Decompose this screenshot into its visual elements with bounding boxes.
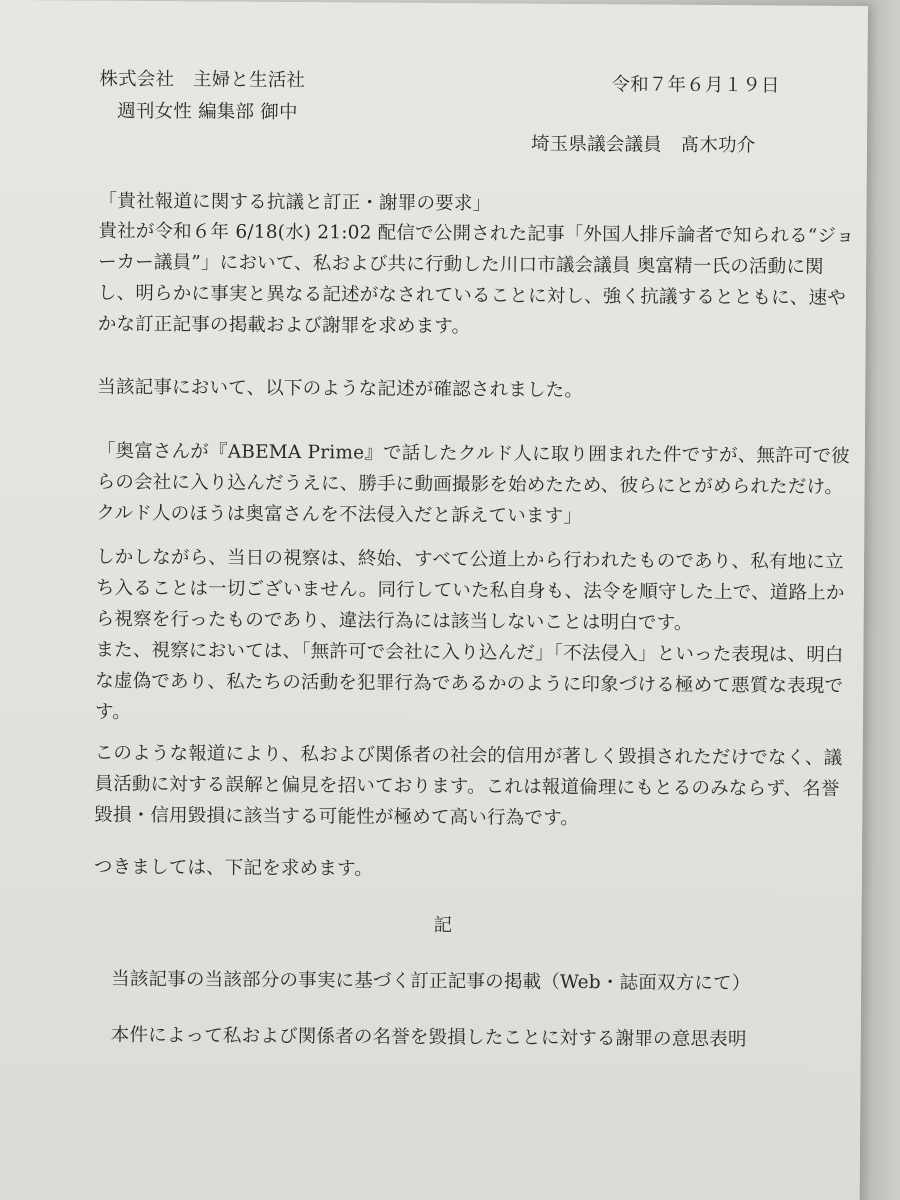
quote-line: 「奥富さんが『ABEMA Prime』で話したクルド人に取り囲まれた件ですが、無許可で彼 — [96, 440, 851, 467]
recipient-company: 株式会社 主婦と生活社 — [99, 68, 306, 92]
paragraph-line: かな訂正記事の掲載および謝罪を求めます。 — [97, 313, 471, 338]
request-intro: つきましては、下記を求めます。 — [93, 856, 374, 880]
paragraph-line: な虚偽であり、私たちの活動を犯罪行為であるかのように印象づける極めて悪質な表現で — [95, 670, 844, 697]
quote-line: らの会社に入り込んだうえに、勝手に動画撮影を始めたため、彼らにとがめられただけ。 — [96, 471, 844, 498]
paragraph-line: ら視察を行ったものであり、違法行為には該当しないことは明白です。 — [95, 608, 693, 634]
demand-item: 当該記事の当該部分の事実に基づく訂正記事の掲載（Web・誌面双方にて） — [111, 968, 751, 995]
rebuttal-paragraph — [95, 543, 856, 748]
paragraph-line: しかしながら、当日の視察は、終始、すべて公道上から行われたものであり、私有地に立 — [96, 546, 844, 573]
paragraph-line: す。 — [94, 701, 132, 723]
letter-title: 「貴社報道に関する抗議と訂正・謝罪の要求」 — [98, 190, 492, 215]
demand-item: 本件によって私および関係者の名誉を毀損したことに対する謝罪の意思表明 — [110, 1024, 747, 1051]
ki-heading: 記 — [433, 915, 453, 937]
sender-name: 埼玉県議会議員 髙木功介 — [530, 133, 756, 157]
paragraph-line: 貴社が令和６年 6/18(水) 21:02 配信で公開された記事「外国人排斥論者で知られる“ジョ — [98, 220, 855, 247]
quote-line: クルド人のほうは奥富さんを不法侵入だと訴えています」 — [96, 502, 583, 528]
recipient-department: 週刊女性 編集部 御中 — [117, 100, 298, 124]
paragraph-line: 毀損・信用毀損に該当する可能性が極めて高い行為です。 — [94, 804, 580, 830]
intro-paragraph — [98, 217, 859, 352]
paragraph-line: ーカー議員”」において、私および共に行動した川口市議会議員 奥富精一氏の活動に関 — [98, 251, 824, 278]
paragraph-line: このような報道により、私および関係者の社会的信用が著しく毀損されただけでなく、議 — [94, 742, 843, 769]
quoted-passage — [96, 437, 857, 542]
paragraph-line: し、明らかに事実と異なる記述がなされていることに対し、強く抗議するとともに、速や — [97, 282, 847, 309]
letter-date: 令和７年６月１９日 — [611, 74, 780, 97]
paragraph-line: ち入ることは一切ございません。同行していた私自身も、法令を順守した上で、道路上か — [95, 577, 845, 604]
paragraph-line: また、視察においては、「無許可で会社に入り込んだ」「不法侵入」といった表現は、明白 — [95, 639, 844, 666]
paragraph-line: 員活動に対する誤解と偏見を招いております。これは報道倫理にもとるのみならず、名誉 — [94, 773, 840, 800]
confirm-sentence: 当該記事において、以下のような記述が確認されました。 — [97, 376, 584, 402]
damage-paragraph — [94, 739, 855, 844]
background-paper-edge — [868, 0, 900, 1200]
